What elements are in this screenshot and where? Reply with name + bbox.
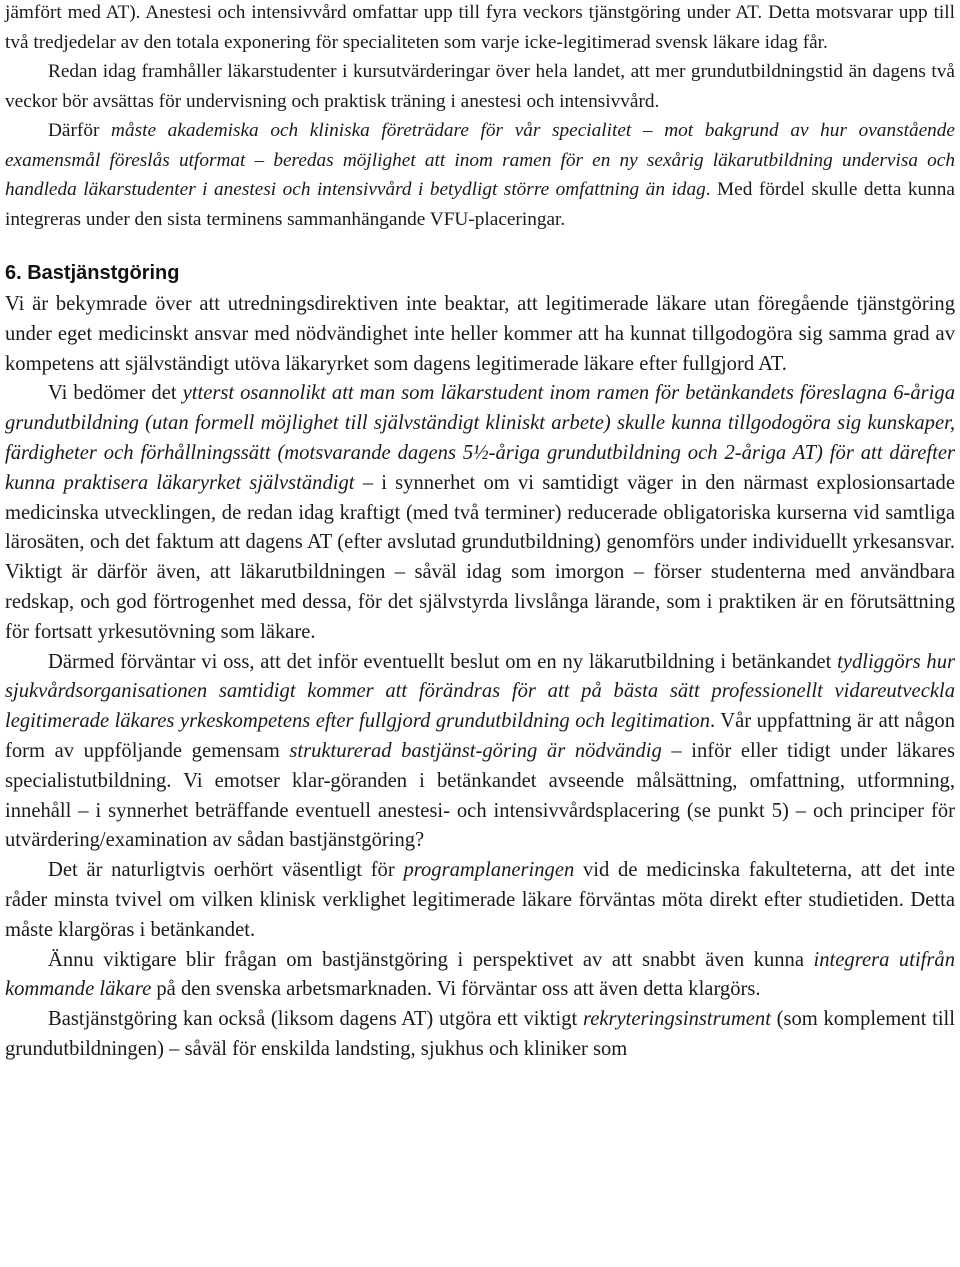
- emphasized-text: rekryteringsinstrument: [582, 1008, 771, 1031]
- body-text: Ännu viktigare blir frågan om bastjänstgöring i perspektivet av att snabbt även kunna: [48, 948, 814, 971]
- paragraph: [5, 1005, 955, 1065]
- body-text: på den svenska arbetsmarknaden. Vi förväntar oss att även detta klargörs.: [151, 978, 761, 1001]
- section-bastjanstgoring: [5, 290, 955, 1065]
- body-text: . Med fördel skulle detta kunna integreras under den sista terminens sammanhängande VFU-placeringar.: [5, 179, 955, 230]
- body-text: Det är naturligtvis oerhört väsentligt för: [48, 859, 404, 882]
- emphasized-text: strukturerad bastjänst-göring är nödvändig: [289, 739, 662, 762]
- body-text: Därför: [48, 120, 112, 141]
- body-text: Bastjänstgöring kan också (liksom dagens AT) utgöra ett viktigt: [48, 1008, 583, 1031]
- body-text: – inför eller tidigt under läkares specialistutbildning. Vi emotser klar-göranden i betänkandet avseende målsättning, omfattning, utformning, innehåll – i synnerhet beträffande eventuell anestesi- och intensivvårdsplacering (se punkt 5) – och principer för utvärdering/examination av sådan bastjänstgöring?: [5, 739, 955, 852]
- body-text: Redan idag framhåller läkarstudenter i kursutvärderingar över hela landet, att mer grundutbildningstid än dagens två veckor bör avsättas för undervisning och praktisk träning i anestesi och intensivvård.: [5, 61, 955, 112]
- emphasized-text: ytterst osannolikt att man som läkarstudent inom ramen för betänkandets föreslagna 6-åriga grundutbildning (utan formell möjlighet till självständigt kliniskt arbete) skulle kunna tillgodogöra sig kunskaper, färdigheter och förhållningssätt (motsvarande dagens 5½-åriga grundutbildning och 2-åriga AT) för att därefter kunna praktisera läkaryrket självständigt: [5, 382, 955, 494]
- document-page: [5, 0, 955, 1065]
- body-text: Vi bedömer det: [48, 382, 183, 405]
- paragraph: [5, 57, 955, 116]
- emphasized-text: måste akademiska och kliniska företrädare för vår specialitet – mot bakgrund av hur ovanstående examensmål föreslås utformat – beredas möjlighet att inom ramen för en ny sexårig läkarutbildning undervisa och handleda läkarstudenter i anestesi och intensivvård i betydligt större omfattning än idag: [5, 120, 955, 200]
- paragraph: [5, 290, 955, 379]
- paragraph: [5, 648, 955, 857]
- body-text: vid de medicinska fakulteterna, att det inte råder minsta tvivel om vilken klinisk verklighet legitimerade läkare förväntas möta direkt efter studietiden. Detta måste klargöras i betänkandet.: [5, 859, 955, 941]
- body-text: – i synnerhet om vi samtidigt väger in den närmast explosionsartade medicinska utvecklingen, de redan idag kraftigt (med två terminer) reducerade obligatoriska kurserna vid samtliga lärosäten, och det faktum att dagens AT (efter avslutad grundutbildning) genomförs under individuellt yrkesansvar. Viktigt är därför även, att läkarutbildningen – såväl idag som imorgon – förser studenterna med användbara redskap, och god förtrogenhet med dessa, för det självstyrda livslånga lärande, som i praktiken är en förutsättning för fortsatt yrkesutövning som läkare.: [5, 471, 955, 643]
- emphasized-text: tydliggörs hur sjukvårdsorganisationen samtidigt kommer att förändras för att på bästa sätt professionellt vidareutveckla legitimerade läkares yrkeskompetens efter fullgjord grundutbildning och legitimation: [5, 650, 956, 733]
- paragraph: [5, 946, 955, 1006]
- body-text: Därmed förväntar vi oss, att det inför eventuellt beslut om en ny läkarutbildning i betänkandet: [48, 650, 838, 673]
- section-heading-bastjanstgoring: 6. Bastjänstgöring: [5, 262, 180, 284]
- section-anestesi-continuation: [5, 0, 955, 234]
- paragraph: [5, 0, 955, 57]
- emphasized-text: programplaneringen: [403, 859, 575, 882]
- body-text: (som komplement till grundutbildningen) – såväl för enskilda landsting, sjukhus och kliniker som: [5, 1008, 955, 1060]
- paragraph: [5, 116, 955, 234]
- body-text: Vi är bekymrade över att utredningsdirektiven inte beaktar, att legitimerade läkare utan föregående tjänstgöring under eget medicinskt ansvar med nödvändighet inte heller kommer att ha kunnat tillgodogöra sig samma grad av kompetens att självständigt utöva läkaryrket som dagens legitimerade läkare efter fullgjord AT.: [5, 293, 955, 375]
- body-text: . Vår uppfattning är att någon form av uppföljande gemensam: [5, 710, 955, 762]
- paragraph: [5, 856, 955, 945]
- paragraph: [5, 379, 955, 647]
- body-text: jämfört med AT). Anestesi och intensivvård omfattar upp till fyra veckors tjänstgöring under AT. Detta motsvarar upp till två tredjedelar av den totala exponering för specialiteten som varje icke-legitimerad svensk läkare idag får.: [5, 2, 955, 53]
- emphasized-text: integrera utifrån kommande läkare: [5, 948, 955, 1001]
